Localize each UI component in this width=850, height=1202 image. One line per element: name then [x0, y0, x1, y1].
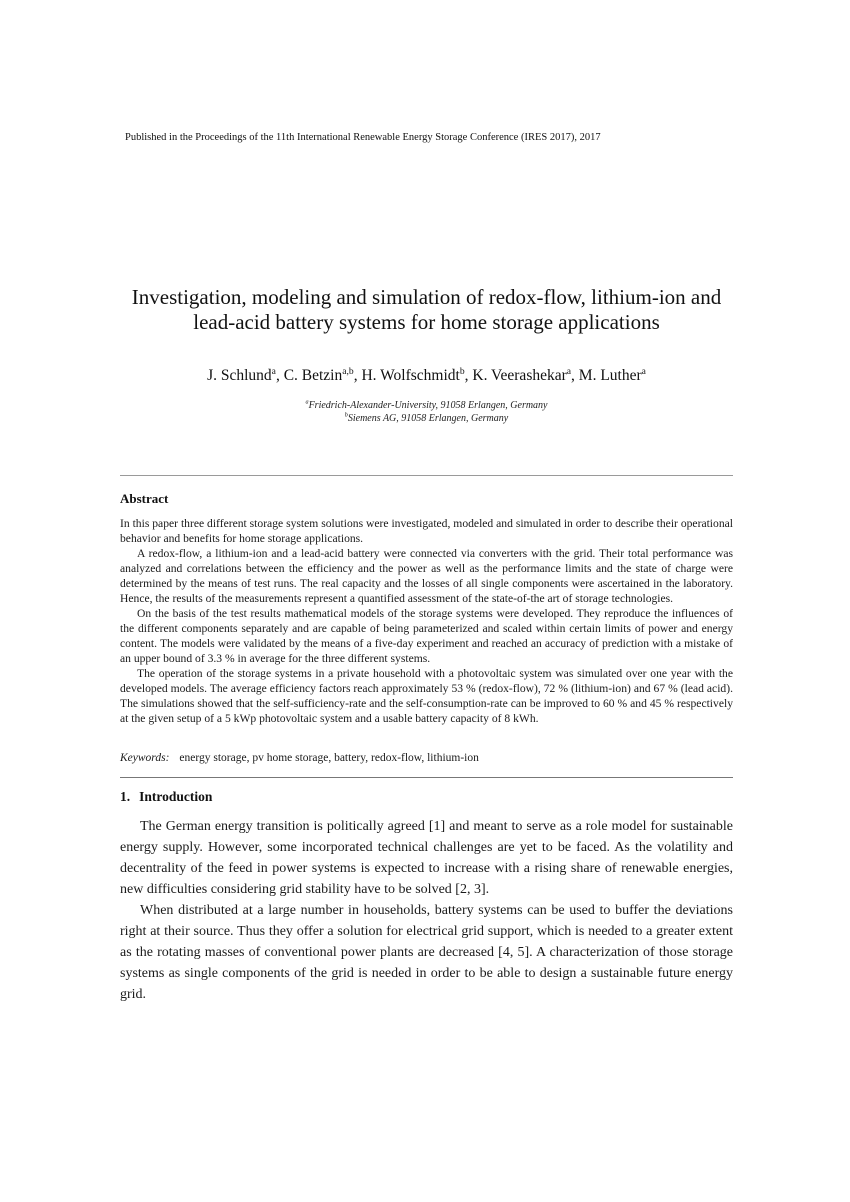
- author-affiliation-mark: a: [566, 365, 572, 377]
- author-separator: ,: [275, 367, 284, 384]
- author-affiliation-mark: b: [459, 365, 465, 377]
- author-name: M. Luther: [578, 367, 642, 384]
- author-separator: ,: [353, 367, 362, 384]
- abstract-paragraph: The operation of the storage systems in a private household with a photovoltaic system was simulated over one year with the developed models. The average efficiency factors reach approximately 53 % (redox-flow), 72 % (lithium-ion) and 67 % (lead acid). The simulations showed that the self-sufficiency-rate and the self-consumption-rate can be improved to 60 % and 45 % respectively at the given setup of a 5 kWp photovoltaic system and a usable battery capacity of 8 kWh.: [120, 667, 733, 725]
- keywords-text: energy storage, pv home storage, battery, redox-flow, lithium-ion: [179, 752, 479, 764]
- author: [207, 367, 284, 384]
- author-affiliation-mark: a,b: [342, 365, 354, 377]
- introduction-paragraph: The German energy transition is politically agreed [1] and meant to serve as a role model for sustainable energy supply. However, some incorporated technical challenges are yet to be faced. As the volatility and decentrality of the feed in power systems is expected to increase with a rising share of renewable energies, new difficulties considering grid stability have to be solved [2, 3].: [120, 819, 733, 897]
- section-heading-introduction: [120, 788, 733, 805]
- authors-line: [120, 366, 733, 385]
- affiliation-text: Siemens AG, 91058 Erlangen, Germany: [347, 413, 509, 424]
- affiliation-line: [120, 412, 733, 425]
- paper-title: Investigation, modeling and simulation of redox-flow, lithium-ion and lead-acid battery systems for home storage applications: [131, 285, 722, 334]
- author-affiliation-mark: a: [271, 365, 276, 377]
- abstract-paragraph: On the basis of the test results mathematical models of the storage systems were developed. They reproduce the influences of the different components separately and are capable of being parameterized and scaled within certain limits of power and energy content. The models were validated by the means of a five-day experiment and reached an accuracy of prediction with a mistake of an upper bound of 3.3 % in average for the three different systems.: [120, 607, 733, 665]
- affiliation-line: [120, 399, 733, 412]
- abstract-paragraph: A redox-flow, a lithium-ion and a lead-acid battery were connected via converters with the grid. Their total performance was analyzed and correlations between the efficiency and the power as well as the performance limits and the state of charge were determined by the means of test runs. The real capacity and the losses of all single components were ascertained in the laboratory. Hence, the results of the measurements represent a quantified assessment of the state-of-the art of storage technologies.: [120, 547, 733, 605]
- author-separator: ,: [464, 367, 473, 384]
- section-number: 1.: [120, 789, 131, 804]
- abstract-paragraph: In this paper three different storage system solutions were investigated, modeled and simulated in order to describe their operational behavior and benefits for home storage applications.: [120, 517, 733, 545]
- author: [472, 367, 578, 384]
- keywords-label: Keywords:: [120, 752, 170, 764]
- author-name: C. Betzin: [283, 367, 343, 384]
- introduction-body: [120, 816, 733, 1005]
- author: [284, 367, 362, 384]
- author-separator: ,: [571, 367, 579, 384]
- section-title: Introduction: [139, 789, 213, 804]
- affiliation-mark: b: [344, 411, 348, 419]
- abstract-top-divider: [120, 475, 733, 476]
- publication-note: Published in the Proceedings of the 11th International Renewable Energy Storage Conference (IRES 2017), 2017: [125, 132, 601, 143]
- introduction-paragraph: When distributed at a large number in households, battery systems can be used to buffer the deviations right at their source. Thus they offer a solution for electrical grid support, which is needed to a greater extent as the rotating masses of conventional power plants are decreased [4, 5]. A characterization of those storage systems as single components of the grid is needed in order to be able to design a sustainable future energy grid.: [120, 903, 733, 1002]
- author-name: J. Schlund: [207, 367, 272, 384]
- author-name: K. Veerashekar: [472, 367, 567, 384]
- author-affiliation-mark: a: [641, 365, 646, 377]
- affiliations-block: [120, 399, 733, 425]
- affiliation-text: Friedrich-Alexander-University, 91058 Erlangen, Germany: [308, 400, 548, 411]
- author: [361, 367, 472, 384]
- affiliation-mark: a: [305, 398, 309, 406]
- abstract-heading: Abstract: [120, 491, 169, 506]
- author: [579, 367, 646, 384]
- keywords-line: [120, 751, 733, 766]
- author-name: H. Wolfschmidt: [361, 367, 460, 384]
- abstract-body: [120, 516, 733, 726]
- keywords-bottom-divider: [120, 777, 733, 778]
